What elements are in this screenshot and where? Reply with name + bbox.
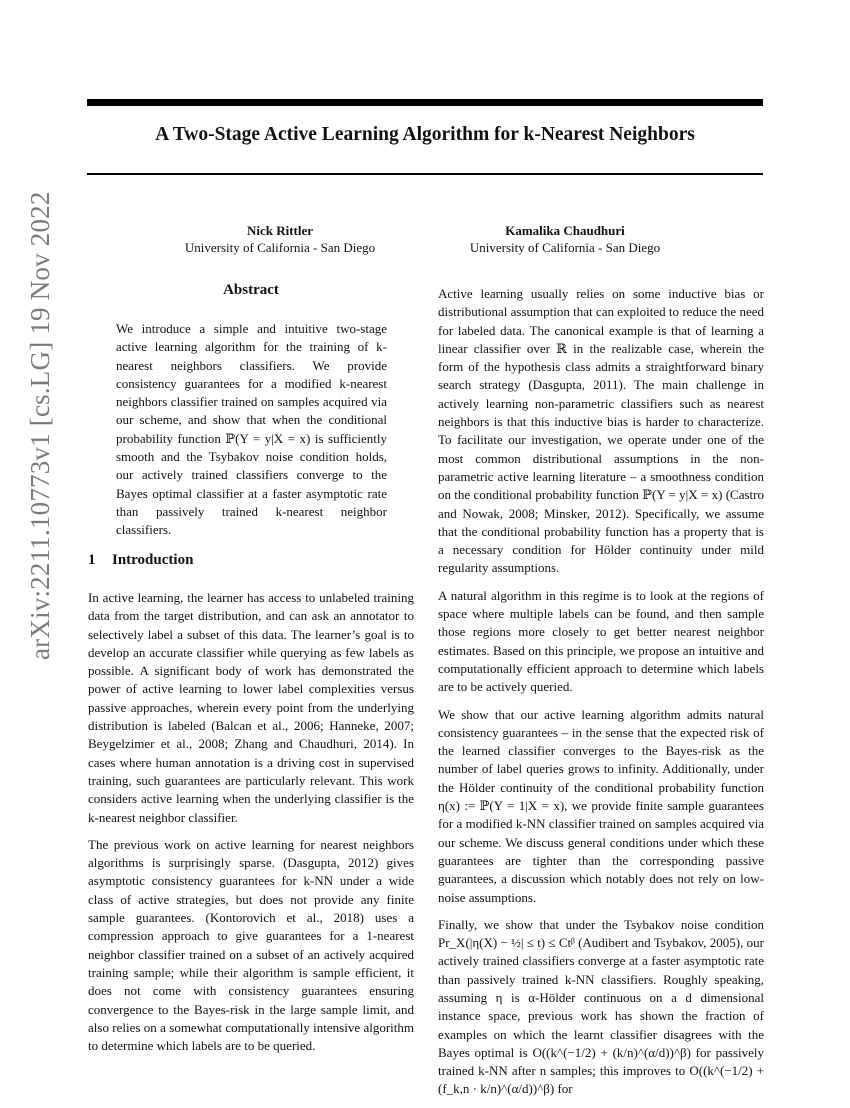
author-affiliation: University of California - San Diego [469, 240, 661, 255]
top-rule [87, 99, 763, 106]
author-block [452, 222, 678, 256]
author-block [170, 222, 390, 256]
author-name: Kamalika Chaudhuri [505, 223, 625, 238]
author-name: Nick Rittler [246, 223, 314, 238]
abstract-text: We introduce a simple and intuitive two-stage active learning algorithm for the training of k-nearest neighbors classifiers. We provide consistency guarantees for a modified k-nearest neighbors classifier trained on samples acquired via our scheme, and show that when the conditional probability function ℙ(Y = y|X = x) is sufficiently smooth and the Tsybakov noise condition holds, our actively trained classifiers converge to the Bayes optimal classifier at a faster asymptotic rate than passively trained k-nearest neighbor classifiers. [116, 321, 387, 538]
left-column [88, 589, 414, 1064]
section-heading [88, 552, 408, 569]
abstract-heading: Abstract [223, 282, 279, 298]
right-column [438, 285, 764, 1108]
body-paragraph: Finally, we show that under the Tsybakov noise condition Pr_X(|η(X) − ½| ≤ t) ≤ Ctᵝ (Audibert and Tsybakov, 2005), our actively trained classifiers converge at a faster asymptotic rate than passively trained k-NN classifiers. Roughly speaking, assuming η is α-Hölder continuous on a d dimensional instance space, previous work has shown the fraction of examples on which the learnt classifier disagrees with the Bayes optimal is O((k^(−1/2) + (k/n)^(α/d))^β) for passively trained k-NN after n samples; this improves to O((k^(−1/2) + (f_k,n · k/n)^(α/d))^β) for [438, 916, 764, 1097]
section-number: 1 [88, 552, 96, 568]
author-affiliation: University of California - San Diego [184, 240, 376, 255]
body-paragraph: In active learning, the learner has access to unlabeled training data from the target distribution, and can ask an annotator to selectively label a subset of this data. The learner’s goal is to develop an accurate classifier while querying as few labels as possible. A significant body of work has demonstrated the power of active learning to lower label complexities versus passive approaches, wherein every point from the underlying distribution is labeled (Balcan et al., 2006; Hanneke, 2007; Beygelzimer et al., 2008; Zhang and Chaudhuri, 2014). In cases where human annotation is a driving cost in supervised training, such guarantees are particularly relevant. This work considers active learning when the underlying classifier is the k-nearest neighbor classifier. [88, 590, 414, 825]
paper-title: A Two-Stage Active Learning Algorithm for k-Nearest Neighbors [155, 124, 695, 145]
section-title: Introduction [112, 552, 194, 568]
body-paragraph: We show that our active learning algorithm admits natural consistency guarantees – in the sense that the expected risk of the learned classifier converges to the Bayes-risk as the number of label queries grows to infinity. Additionally, under the Hölder continuity of the conditional probability function η(x) := ℙ(Y = 1|X = x), we provide finite sample guarantees for a modified k-NN classifier trained on samples acquired via our scheme. We discuss general conditions under which these guarantees are tighter than the corresponding passive guarantees, a discussion which notably does not rely on low-noise assumptions. [438, 706, 764, 905]
body-paragraph: The previous work on active learning for nearest neighbors algorithms is surprisingly sparse. (Dasgupta, 2012) gives asymptotic consistency guarantees for k-NN under a wide class of active strategies, but does not provide any finite sample guarantees. (Kontorovich et al., 2018) uses a compression approach to give guarantees for a 1-nearest neighbor classifier trained on a subset of an actively acquired training sample; while their algorithm is sample efficient, it does not come with consistency guarantees ensuring convergence to the Bayes-risk in the large sample limit, and also relies on a somewhat computationally intensive algorithm to determine which labels are to be queried. [88, 836, 414, 1054]
arxiv-stamp: arXiv:2211.10773v1 [cs.LG] 19 Nov 2022 [25, 191, 55, 660]
body-paragraph: Active learning usually relies on some inductive bias or distributional assumption that can exploited to reduce the need for labeled data. The canonical example is that of learning a linear classifier over ℝ in the realizable case, wherein the form of the hypothesis class admits a straightforward binary search strategy (Dasgupta, 2011). The main challenge in actively learning non-parametric classifiers such as nearest neighbors is that this inductive bias is harder to characterize. To facilitate our investigation, we operate under one of the most common distributional assumptions in the non-parametric active learning literature – a smoothness condition on the conditional probability function ℙ(Y = y|X = x) (Castro and Nowak, 2008; Minsker, 2012). Specifically, we assume that the conditional probability function has a property that is a necessary condition for Hölder continuity under mild regularity assumptions. [438, 286, 764, 576]
title-rule [87, 173, 763, 175]
body-paragraph: A natural algorithm in this regime is to look at the regions of space where multiple labels can be found, and then sample those regions more closely to get better nearest neighbor estimates. Based on this principle, we propose an intuitive and computationally efficient approach to determine which labels are to be actively queried. [438, 587, 764, 695]
